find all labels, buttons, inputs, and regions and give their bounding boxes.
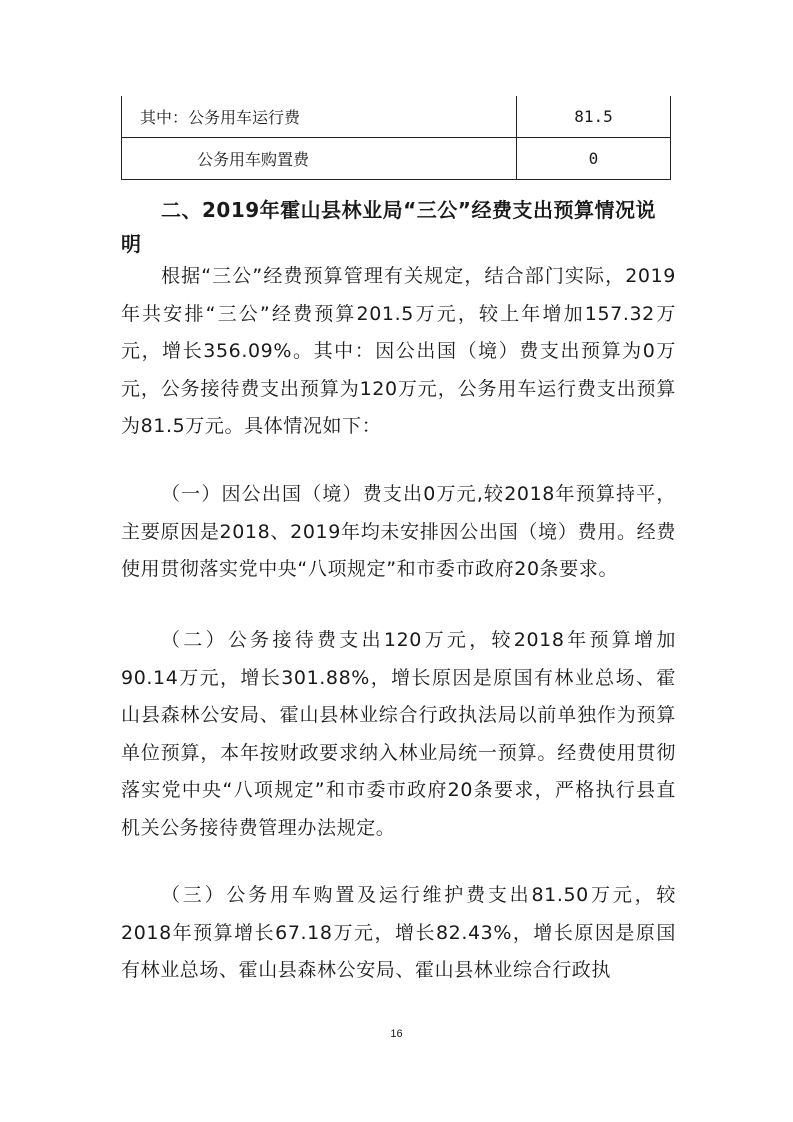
body-paragraph: 根据“三公”经费预算管理有关规定，结合部门实际，2019年共安排“三公”经费预算201.5万元，较上年增加157.32万元，增长356.09%。其中：因公出国（境）费支出预算为0万元，公务接待费支出预算为120万元，公务用车运行费支出预算为81.5万元。具体情况如下：: [121, 265, 676, 437]
row-value: 0: [517, 138, 671, 180]
budget-table: [121, 96, 671, 180]
body-paragraph: （三）公务用车购置及运行维护费支出81.50万元，较2018年预算增长67.18万元，增长82.43%，增长原因是原国有林业总场、霍山县森林公安局、霍山县林业综合行政执: [121, 884, 676, 981]
body-paragraph: （二）公务接待费支出120万元，较2018年预算增加90.14万元，增长301.88%，增长原因是原国有林业总场、霍山县森林公安局、霍山县林业综合行政执法局以前单独作为预算单位预算，本年按财政要求纳入林业局统一预算。经费使用贯彻落实党中央“八项规定”和市委市政府20条要求，严格执行县直机关公务接待费管理办法规定。: [121, 629, 676, 839]
section-heading: 二、2019年霍山县林业局“三公”经费支出预算情况说明: [121, 198, 656, 256]
row-value: 81.5: [517, 96, 671, 138]
table-row: [122, 96, 671, 138]
page-number: 16: [390, 1028, 403, 1040]
table-row: [122, 138, 671, 180]
body-paragraph: （一）因公出国（境）费支出0万元,较2018年预算持平，主要原因是2018、2019年均未安排因公出国（境）费用。经费使用贯彻落实党中央“八项规定”和市委市政府20条要求。: [121, 483, 676, 580]
row-label: 其中：公务用车运行费: [122, 96, 517, 138]
row-label: 公务用车购置费: [122, 138, 517, 180]
